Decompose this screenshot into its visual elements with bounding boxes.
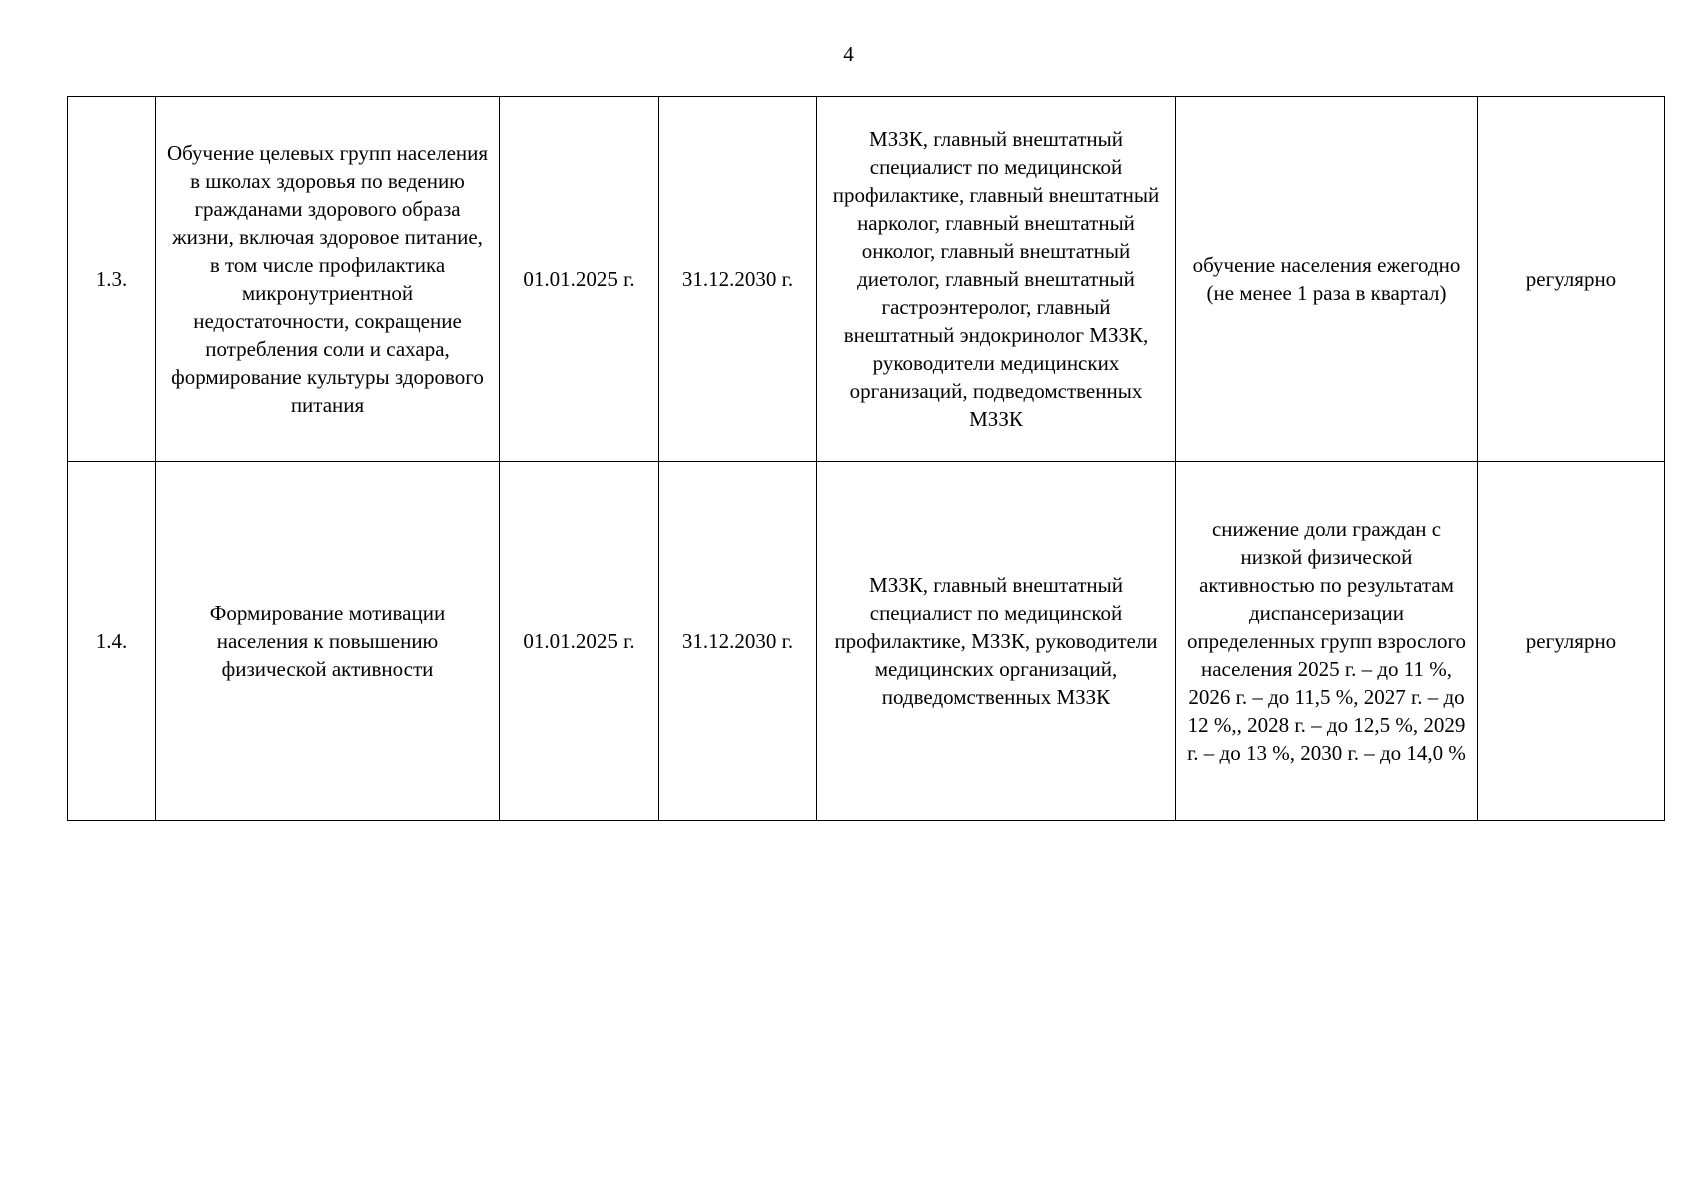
activities-table bbox=[67, 96, 1665, 821]
table-row bbox=[68, 462, 1665, 821]
periodicity-cell: регулярно bbox=[1478, 97, 1665, 462]
row-number-cell: 1.3. bbox=[68, 97, 156, 462]
page-number: 4 bbox=[843, 42, 854, 66]
activity-name-cell: Обучение целевых групп населения в школах здоровья по ведению гражданами здорового образа жизни, включая здоровое питание, в том числе профилактика микронутриентной недостаточности, сокращение потребления соли и сахара, формирование культуры здорового питания bbox=[156, 97, 500, 462]
end-date-cell: 31.12.2030 г. bbox=[659, 97, 817, 462]
result-cell: обучение населения ежегодно (не менее 1 раза в квартал) bbox=[1176, 97, 1478, 462]
row-number-cell: 1.4. bbox=[68, 462, 156, 821]
responsible-cell: МЗЗК, главный внештатный специалист по медицинской профилактике, МЗЗК, руководители медицинских организаций, подведомственных МЗЗК bbox=[817, 462, 1176, 821]
table-row bbox=[68, 97, 1665, 462]
responsible-cell: МЗЗК, главный внештатный специалист по медицинской профилактике, главный внештатный нарколог, главный внештатный онколог, главный внештатный диетолог, главный внештатный гастроэнтеролог, главный внештатный эндокринолог МЗЗК, руководители медицинских организаций, подведомственных МЗЗК bbox=[817, 97, 1176, 462]
periodicity-cell: регулярно bbox=[1478, 462, 1665, 821]
start-date-cell: 01.01.2025 г. bbox=[500, 97, 659, 462]
activity-name-cell: Формирование мотивации населения к повышению физической активности bbox=[156, 462, 500, 821]
result-cell: снижение доли граждан с низкой физической активностью по результатам диспансеризации определенных групп взрослого населения 2025 г. – до 11 %, 2026 г. – до 11,5 %, 2027 г. – до 12 %,, 2028 г. – до 12,5 %, 2029 г. – до 13 %, 2030 г. – до 14,0 % bbox=[1176, 462, 1478, 821]
end-date-cell: 31.12.2030 г. bbox=[659, 462, 817, 821]
start-date-cell: 01.01.2025 г. bbox=[500, 462, 659, 821]
